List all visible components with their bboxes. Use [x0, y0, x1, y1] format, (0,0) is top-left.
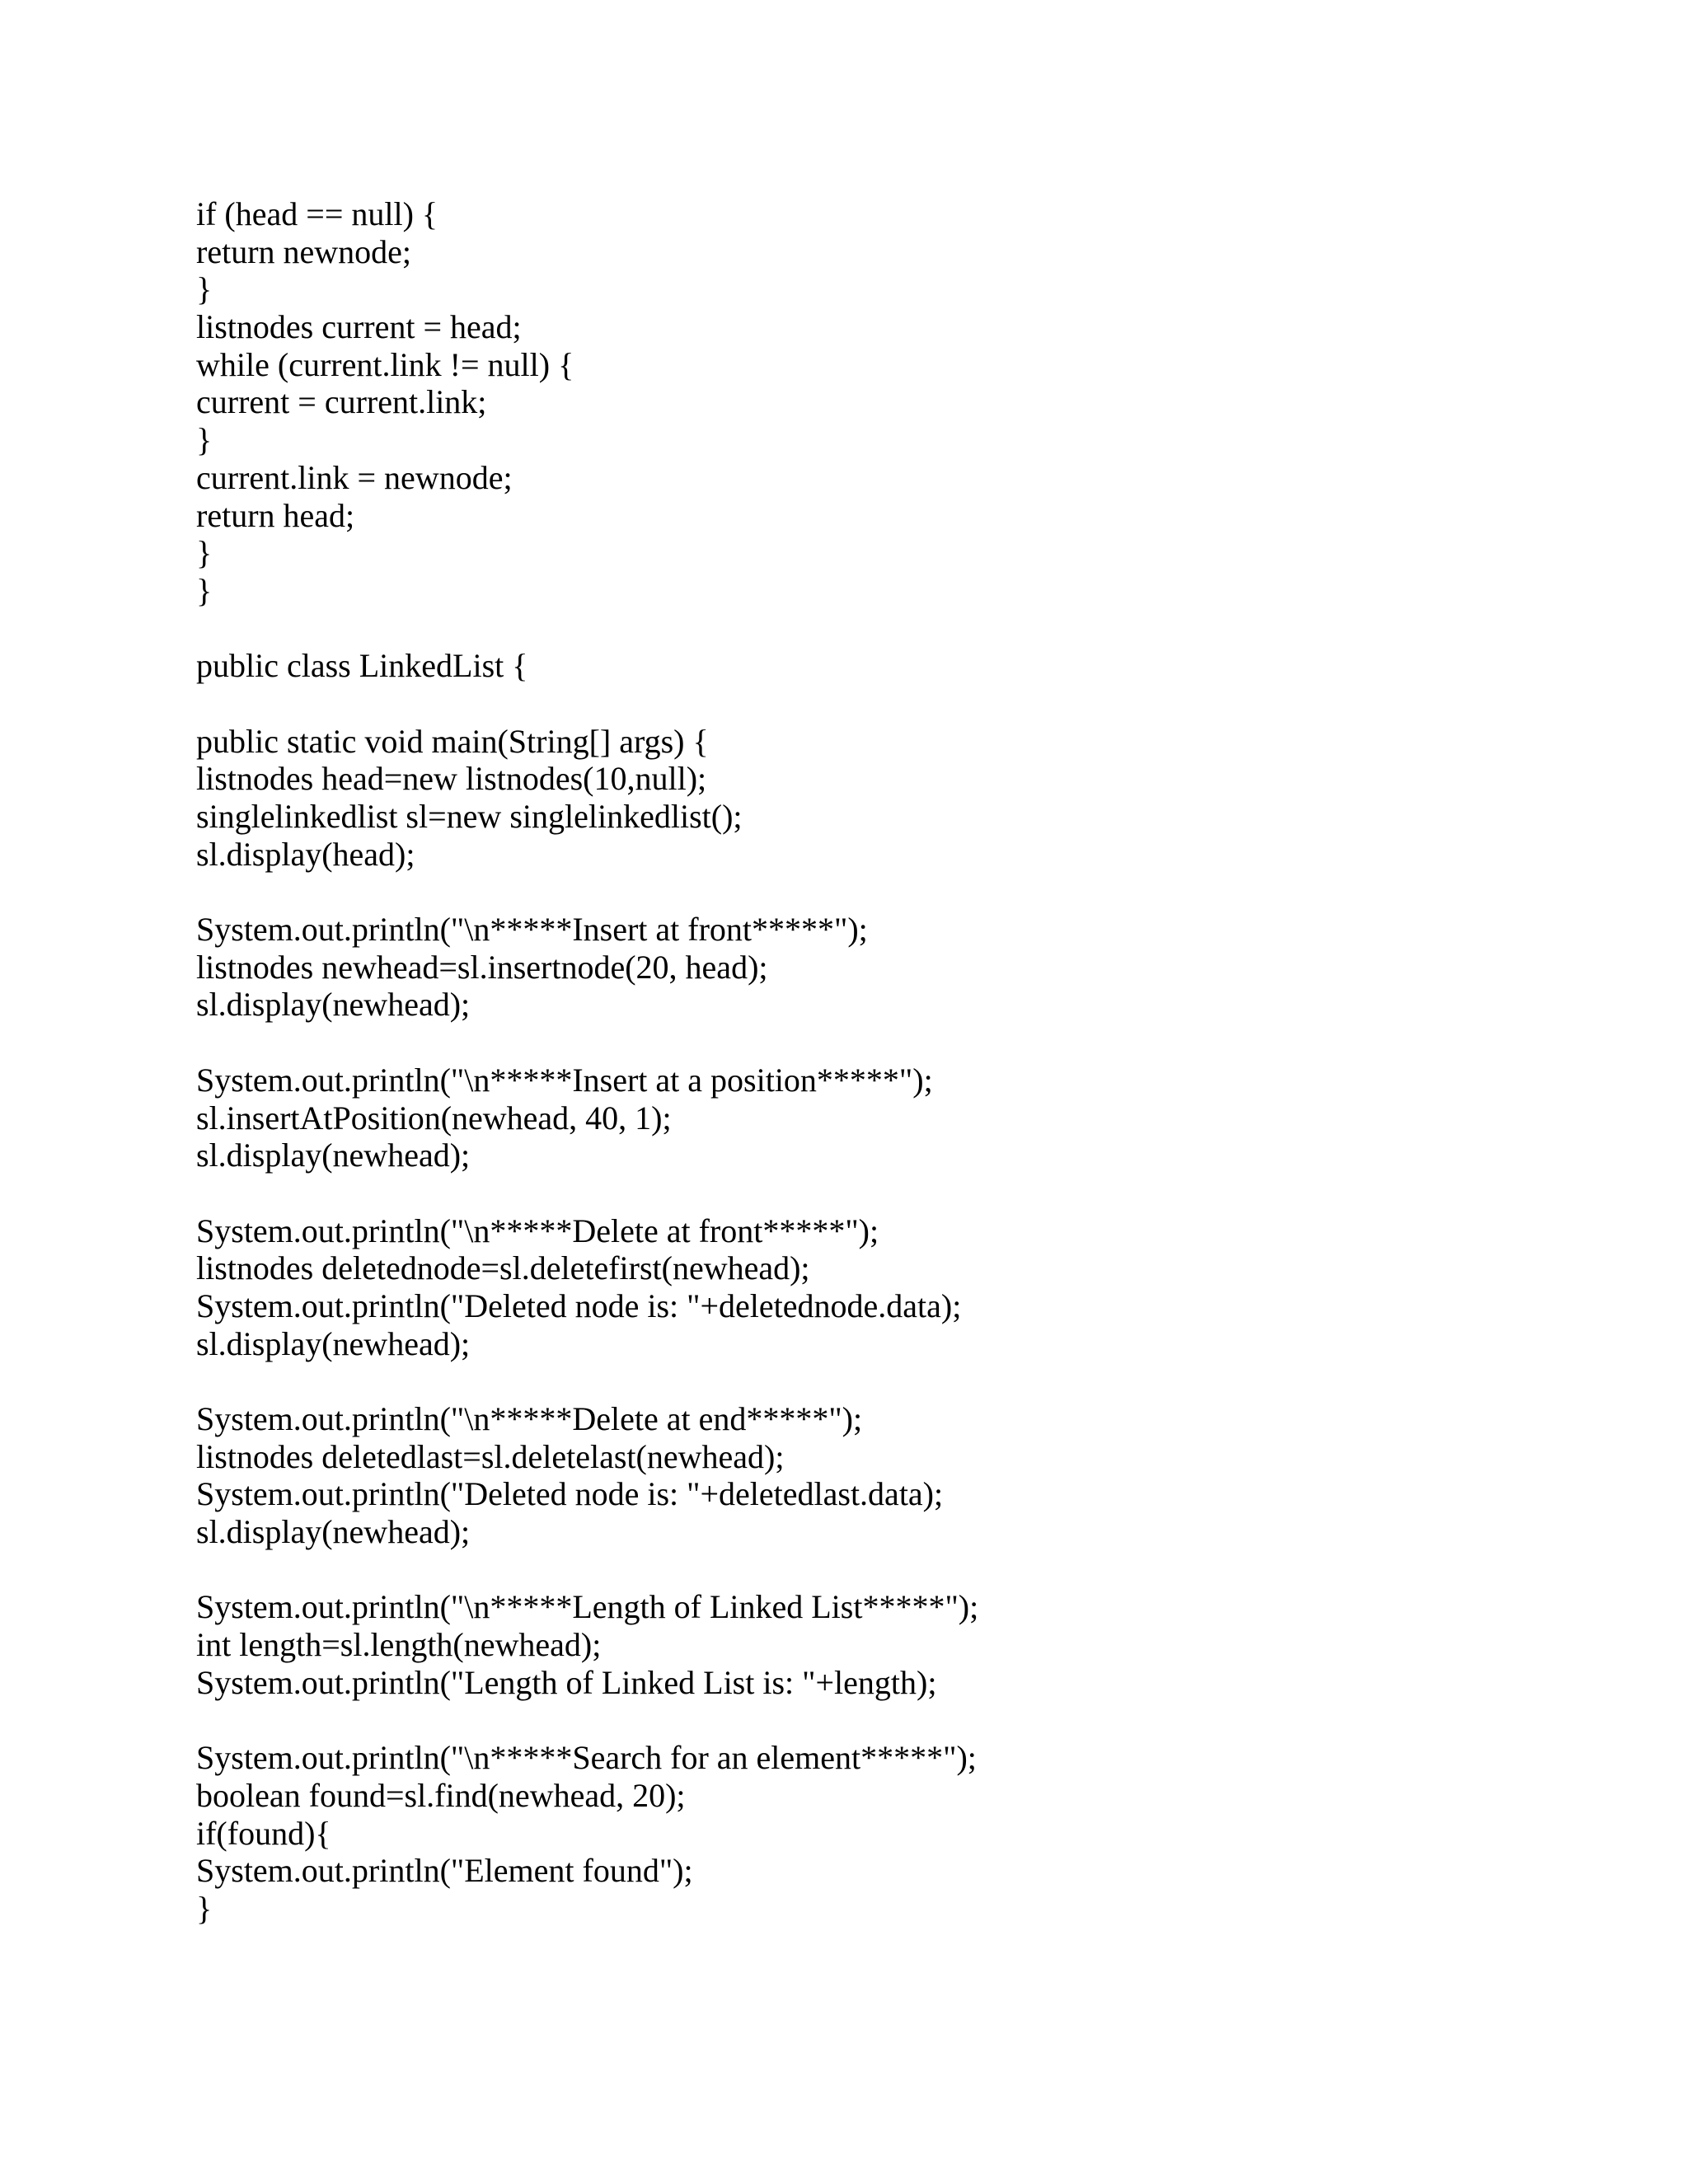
code-line: current.link = newnode;: [196, 458, 513, 496]
code-line: listnodes deletednode=sl.deletefirst(newhead);: [196, 1249, 810, 1287]
blank-line: [196, 1362, 1597, 1400]
blank-line: [196, 1551, 1597, 1589]
code-line: singlelinkedlist sl=new singlelinkedlist();: [196, 798, 743, 835]
code-line: sl.display(newhead);: [196, 1513, 471, 1551]
code-line: }: [196, 421, 213, 459]
code-listing: [196, 195, 1597, 1928]
code-line: System.out.println("Deleted node is: "+deletedlast.data);: [196, 1475, 944, 1513]
code-line: listnodes deletedlast=sl.deletelast(newhead);: [196, 1437, 785, 1475]
code-line: while (current.link != null) {: [196, 345, 574, 383]
code-line: System.out.println("Deleted node is: "+deletednode.data);: [196, 1286, 962, 1324]
blank-line: [196, 610, 1597, 648]
code-line: }: [196, 1889, 213, 1927]
code-line: listnodes current = head;: [196, 308, 522, 346]
blank-line: [196, 1024, 1597, 1062]
code-line: return newnode;: [196, 232, 412, 270]
code-line: current = current.link;: [196, 383, 487, 421]
code-line: }: [196, 571, 213, 609]
code-line: System.out.println("\n*****Length of Linked List*****");: [196, 1588, 979, 1626]
code-line: System.out.println("\n*****Insert at a position*****");: [196, 1061, 933, 1099]
code-line: return head;: [196, 496, 355, 534]
code-line: if (head == null) {: [196, 195, 438, 232]
blank-line: [196, 685, 1597, 723]
code-line: sl.display(newhead);: [196, 1324, 471, 1362]
code-line: System.out.println("Element found");: [196, 1852, 693, 1890]
code-line: System.out.println("\n*****Delete at front*****");: [196, 1212, 879, 1249]
code-line: boolean found=sl.find(newhead, 20);: [196, 1776, 686, 1814]
code-line: if(found){: [196, 1814, 331, 1852]
code-line: System.out.println("Length of Linked List is: "+length);: [196, 1663, 937, 1701]
blank-line: [196, 873, 1597, 911]
blank-line: [196, 1702, 1597, 1740]
code-line: System.out.println("\n*****Search for an element*****");: [196, 1739, 977, 1777]
code-line: System.out.println("\n*****Insert at front*****");: [196, 911, 868, 949]
code-line: public static void main(String[] args) {: [196, 722, 709, 760]
code-line: int length=sl.length(newhead);: [196, 1626, 602, 1664]
code-line: System.out.println("\n*****Delete at end*****");: [196, 1400, 863, 1437]
code-line: }: [196, 270, 213, 308]
code-line: sl.insertAtPosition(newhead, 40, 1);: [196, 1099, 672, 1137]
code-line: sl.display(newhead);: [196, 986, 471, 1024]
code-line: sl.display(head);: [196, 835, 415, 873]
code-line: public class LinkedList {: [196, 647, 528, 685]
code-line: sl.display(newhead);: [196, 1137, 471, 1174]
code-line: listnodes newhead=sl.insertnode(20, head);: [196, 948, 768, 986]
code-line: }: [196, 534, 213, 572]
code-line: listnodes head=new listnodes(10,null);: [196, 760, 707, 798]
blank-line: [196, 1174, 1597, 1212]
